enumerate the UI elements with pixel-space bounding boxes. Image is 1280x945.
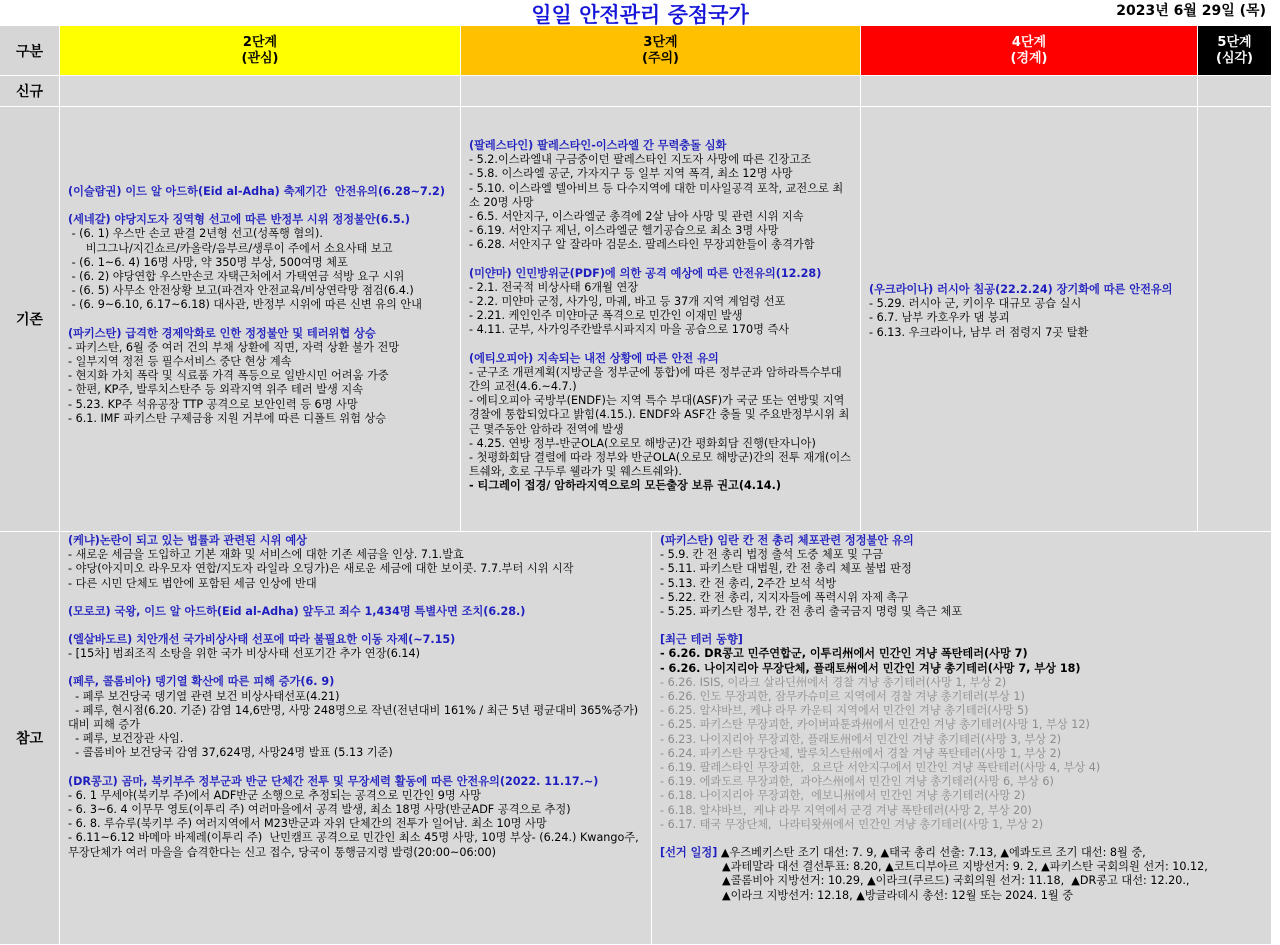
spacer [660, 619, 1263, 633]
section-heading: (에티오피아) 지속되는 내전 상황에 따른 안전 유의 [469, 351, 719, 365]
new-level5-cell [1198, 76, 1272, 107]
section-heading: (이슬람권) 이드 알 아드하(Eid al-Adha) 축제기간 안전유의(6.28~7.2) [68, 185, 445, 198]
header-col-label: 구분 [0, 26, 60, 76]
past-incident-item: - 6.25. 파키스탄 무장괴한, 카이버파툰콰州에서 민간인 겨냥 총기테러(사망 1, 부상 12) [660, 718, 1090, 732]
level3-name: 3단계 [643, 34, 678, 50]
report-date: 2023년 6월 29일 (목) [1116, 3, 1266, 19]
section-heading: (우크라이나) 러시아 침공(22.2.24) 장기화에 따른 안전유의 [869, 283, 1173, 296]
header-level5 [1198, 26, 1272, 76]
level5-name: 5단계 [1217, 34, 1252, 50]
past-incident-item: - 6.17. 태국 무장단체, 나라티왓州에서 민간인 겨냥 총기테러(사망 1, 부상 2) [660, 817, 1044, 831]
list-item: - (6. 9~6.10, 6.17~6.18) 대사관, 반정부 시위에 따른 신변 유의 안내 [68, 298, 422, 312]
list-item: - 6.11~6.12 바메마 바제레(이투리 주) 난민캠프 공격으로 민간인 최소 45명 사망, 10명 부상- (6.24.) Kwango주, 무장단체가 여러 마을을 습격한다는 신고 접수, 당국이 통행금지령 발령(20:00~06:00) [68, 831, 643, 859]
list-item: - 6.1. IMF 파키스탄 구제금융 지원 거부에 따른 디폴트 위험 상승 [68, 411, 387, 425]
level4-name: 4단계 [1011, 34, 1047, 50]
header-level2 [60, 26, 461, 76]
list-item: - 6.7. 남부 카호우카 댐 붕괴 [869, 311, 1010, 325]
list-item: - 군구조 개편계획(지방군을 정부군에 통합)에 따른 정부군과 암하라특수부대간의 교전(4.6.~4.7.) [469, 365, 842, 394]
election-item: ▲우즈베키스탄 조기 대선: 7. 9, ▲태국 총리 선출: 7.13, ▲에콰도르 조기 대선: 8월 중, [717, 846, 1146, 860]
bold-item: - 티그레이 접경/ 암하라지역으로의 모든출장 보류 권고(4.14.) [469, 479, 781, 493]
list-item: - 6. 1 무세야(북키부 주)에서 ADF반군 소행으로 추정되는 공격으로 민간인 9명 사망 [68, 788, 481, 802]
list-item: - 6. 8. 루슈루(북키부 주) 여러지역에서 M23반군과 자위 단체간의 전투가 일어남. 최소 10명 사망 [68, 817, 547, 831]
list-item: - 2.1. 전국적 비상사태 6개월 연장 [469, 280, 639, 294]
list-item: - [15차] 범죄조직 소탕을 위한 국가 비상사태 선포기간 추가 연장(6.14) [68, 647, 421, 661]
list-item: - 콜롬비아 보건당국 감염 37,624명, 사망24명 발표 (5.13 기준) [68, 746, 393, 760]
list-item: - 4.11. 군부, 사가잉주칸발루시파지지 마을 공습으로 170명 즉사 [469, 323, 790, 337]
level5-sub: (심각) [1216, 50, 1253, 66]
list-item: - 5.25. 파키스탄 정부, 칸 전 총리 출국금지 명령 및 측근 체포 [660, 605, 963, 619]
level2-name: 2단계 [242, 34, 278, 50]
list-item: - 6.19. 서안지구 제닌, 이스라엘군 헬기공습으로 최소 3명 사망 [469, 224, 779, 238]
existing-level3-cell [461, 107, 861, 532]
list-item: - 5.22. 칸 전 총리, 지지자들에 폭력시위 자제 촉구 [660, 590, 909, 604]
list-item: - 6.5. 서안지구, 이스라엘군 총격에 2살 남아 사망 및 관련 시위 지속 [469, 210, 804, 224]
spacer [68, 619, 643, 633]
new-level2-cell [60, 76, 461, 107]
header-level4 [861, 26, 1198, 76]
list-item: - (6. 2) 야당연합 우스만손코 자택근처에서 가택연금 석방 요구 시위 [68, 270, 405, 284]
section-heading: (파키스탄) 급격한 경제악화로 인한 정정불안 및 테러위협 상승 [68, 326, 376, 340]
list-item: - (6. 5) 사무소 안전상황 보고(파견자 안전교육/비상연락망 점검(6.4.) [68, 284, 414, 298]
past-incident-item: - 6.18. 알샤바브, 케냐 라무 지역에서 군경 겨냥 폭탄테러(사망 2, 부상 20) [660, 803, 1032, 817]
list-item: - 페루, 보건장관 사임. [68, 732, 184, 746]
spacer [68, 313, 452, 327]
list-item: - 에티오피아 국방부(ENDF)는 지역 특수 부대(ASF)가 국군 또는 연방및 지역 경찰에 통합되었다고 밝힘(4.15.). ENDF와 ASF간 충돌 및 주요반정부시위 최근 몇주동안 암하라 전역에 발생 [469, 394, 850, 436]
list-item: - 페루, 현시점(6.20. 기준) 감염 14,6만명, 사망 248명으로 작년(전년대비 161% / 최근 5년 평균대비 365%증가) 대비 피해 증가 [68, 703, 642, 732]
list-item: - 야당(아지미오 라우모자 연합/지도자 라일라 오딩가)은 새로운 세금에 대한 보이콧. 7.7.부터 시위 시작 [68, 562, 574, 576]
list-item: - 5.8. 이스라엘 공군, 가자지구 등 일부 지역 폭격, 최소 12명 사망 [469, 167, 793, 181]
spacer [68, 199, 452, 213]
list-item: - 5.10. 이스라엘 텔아비브 등 다수지역에 대한 미사일공격 포착, 교전으로 최소 20명 사망 [469, 181, 844, 209]
level3-sub: (주의) [642, 50, 679, 66]
list-item: - 5.23. KP주 석유공장 TTP 공격으로 보안인력 등 6명 사망 [68, 397, 358, 411]
level2-sub: (관심) [241, 50, 279, 66]
election-item: ▲콜롬비아 지방선거: 10.29, ▲이라크(쿠르드) 국회의원 선거: 11.18, ▲DR콩고 대선: 12.20., [722, 874, 1190, 888]
list-item: - 5.2.이스라엘내 구금중이던 팔레스타인 지도자 사망에 따른 긴장고조 [469, 153, 812, 167]
section-heading: (미얀마) 인민방위군(PDF)에 의한 공격 예상에 따른 안전유의(12.28) [469, 266, 822, 280]
past-incident-item: - 6.19. 에콰도르 무장괴한, 과야스州에서 민간인 겨냥 총기테러(사망 6, 부상 6) [660, 775, 1054, 789]
list-item: - (6. 1) 우스만 손코 판결 2년형 선고(성폭행 혐의). [68, 227, 323, 241]
section-heading: (파키스탄) 임란 칸 전 총리 체포관련 정정불안 유의 [660, 534, 914, 547]
election-label: [선거 일정] [660, 846, 718, 860]
list-item: - 5.29. 러시아 군, 키이우 대규모 공습 실시 [869, 297, 1082, 311]
list-item: - 2.21. 케인인주 미얀마군 폭격으로 민간인 이재민 발생 [469, 309, 743, 323]
section-heading: (팔레스타인) 팔레스타인-이스라엘 간 무력충돌 심화 [469, 139, 727, 152]
section-heading: (세네갈) 야당지도자 징역형 선고에 따른 반정부 시위 정정불안(6.5.) [68, 213, 410, 227]
section-heading: [최근 테러 동향] [660, 633, 743, 647]
spacer [68, 591, 643, 605]
section-heading: (모로코) 국왕, 이드 알 아드하(Eid al-Adha) 앞두고 죄수 1,434명 특별사면 조치(6.28.) [68, 604, 526, 618]
new-level3-cell [461, 76, 861, 107]
header-level3 [461, 26, 861, 76]
existing-level4-cell [861, 107, 1198, 532]
list-item: - 6.28. 서안지구 알 잘라마 검문소. 팔레스타인 무장괴한들이 총격가함 [469, 238, 815, 252]
list-item: - 2.2. 미얀마 군정, 사가잉, 마궤, 바고 등 37개 지역 계엄령 선포 [469, 295, 786, 309]
list-item: - 새로운 세금을 도입하고 기본 재화 및 서비스에 대한 기존 세금을 인상. 7.1.발효 [68, 548, 464, 562]
bold-item: - 6.26. 나이지리아 무장단체, 플래토州에서 민간인 겨냥 총기테러(사망 7, 부상 18) [660, 661, 1081, 675]
list-item: - 5.13. 칸 전 총리, 2주간 보석 석방 [660, 576, 837, 590]
list-item: - 일부지역 정전 등 필수서비스 중단 현상 계속 [68, 355, 292, 369]
section-heading: (엘살바도르) 치안개선 국가비상사태 선포에 따라 불필요한 이동 자제(~7.15) [68, 633, 456, 647]
reference-right-cell [652, 532, 1272, 945]
past-incident-item: - 6.26. 인도 무장괴한, 잠무카슈미르 지역에서 경찰 겨냥 총기테러(부상 1) [660, 690, 1025, 704]
spacer [68, 661, 643, 675]
list-item: - 다른 시민 단체도 법안에 포함된 세금 인상에 반대 [68, 576, 317, 590]
list-item: - (6. 1~6. 4) 16명 사망, 약 350명 부상, 500여명 체포 [68, 255, 348, 269]
bold-item: - 6.26. DR콩고 민주연합군, 이투리州에서 민간인 겨냥 폭탄테러(사망 7) [660, 647, 1028, 661]
reference-left-cell [60, 532, 652, 945]
past-incident-item: - 6.18. 나이지리아 무장괴한, 에보니州에서 민간인 겨냥 총기테러(사망 2) [660, 789, 1026, 803]
section-heading: (페루, 콜롬비아) 뎅기열 확산에 따른 피해 증가(6. 9) [68, 675, 335, 689]
existing-level2-cell [60, 107, 461, 532]
spacer [469, 253, 852, 267]
existing-level5-cell [1198, 107, 1272, 532]
spacer [660, 832, 1263, 846]
section-heading: (케냐)논란이 되고 있는 법률과 관련된 시위 예상 [68, 534, 307, 547]
election-item: ▲과테말라 대선 결선투표: 8.20, ▲코트디부아르 지방선거: 9. 2, ▲파키스탄 국회의원 선거: 10.12, [722, 860, 1208, 874]
row-label-existing: 기존 [0, 107, 60, 532]
row-label-new: 신규 [0, 76, 60, 107]
list-item: - 6. 3~6. 4 이무무 영토(이투리 주) 여러마을에서 공격 발생, 최소 18명 사망(반군ADF 공격으로 추정) [68, 803, 571, 817]
spacer [469, 338, 852, 352]
new-level4-cell [861, 76, 1198, 107]
spacer [68, 761, 643, 775]
list-item: - 파키스탄, 6월 중 여러 건의 부채 상환에 직면, 자력 상환 불가 전망 [68, 340, 400, 354]
section-heading: (DR콩고) 곰마, 북키부주 정부군과 반군 단체간 전투 및 무장세력 활동에 따른 안전유의(2022. 11.17.~) [68, 774, 599, 788]
past-incident-item: - 6.19. 팔레스타인 무장괴한, 요르단 서안지구에서 민간인 겨냥 폭탄테러(사망 4, 부상 4) [660, 761, 1101, 775]
list-item: - 현지화 가치 폭락 및 식료품 가격 폭등으로 일반시민 어려움 가중 [68, 369, 389, 383]
list-item: - 첫평화회담 결렬에 따라 정부와 반군OLA(오로모 해방군)간의 전투 재개(이스트쉐와, 호로 구두루 웰라가 및 웨스트쉐와). [469, 451, 851, 479]
level4-sub: (경계) [1010, 50, 1048, 66]
past-incident-item: - 6.23. 나이지리아 무장괴한, 플래토州에서 민간인 겨냥 총기테러(사망 3, 부상 2) [660, 732, 1062, 746]
list-item: - 5.9. 칸 전 총리 법정 출석 도중 체포 및 구금 [660, 548, 884, 562]
past-incident-item: - 6.24. 파키스탄 무장단체, 발루치스탄州에서 경찰 겨냥 폭탄테러(사망 1, 부상 2) [660, 746, 1062, 760]
list-item: - 4.25. 연방 정부-반군OLA(오로모 해방군)간 평화회담 진행(탄자니아) [469, 436, 816, 450]
list-item: - 5.11. 파키스탄 대법원, 칸 전 총리 체포 불법 판정 [660, 562, 912, 576]
list-item: - 6.13. 우크라이나, 남부 러 점령지 7곳 탈환 [869, 325, 1089, 339]
row-label-reference: 참고 [0, 532, 60, 945]
list-item: - 한편, KP주, 발루치스탄주 등 외곽지역 위주 테러 발생 지속 [68, 383, 363, 397]
past-incident-item: - 6.25. 알샤바브, 케냐 라무 카운티 지역에서 민간인 겨냥 총기테러(사망 5) [660, 704, 1029, 718]
election-schedule [660, 846, 1263, 860]
past-incident-item: - 6.26. ISIS, 이라크 살라딘州에서 경찰 겨냥 총기테러(사망 1, 부상 2) [660, 675, 1007, 689]
list-item: - 페루 보건당국 뎅기열 관련 보건 비상사태선포(4.21) [68, 689, 340, 703]
page-title: 일일 안전관리 중점국가 [531, 3, 749, 26]
status-table [0, 26, 1272, 945]
election-item: ▲이라크 지방선거: 12.18, ▲방글라데시 총선: 12월 또는 2024. 1월 중 [722, 888, 1074, 902]
list-item: 비그그나/지긴쇼르/카올락/음부르/생루이 주에서 소요사태 보고 [68, 241, 393, 255]
